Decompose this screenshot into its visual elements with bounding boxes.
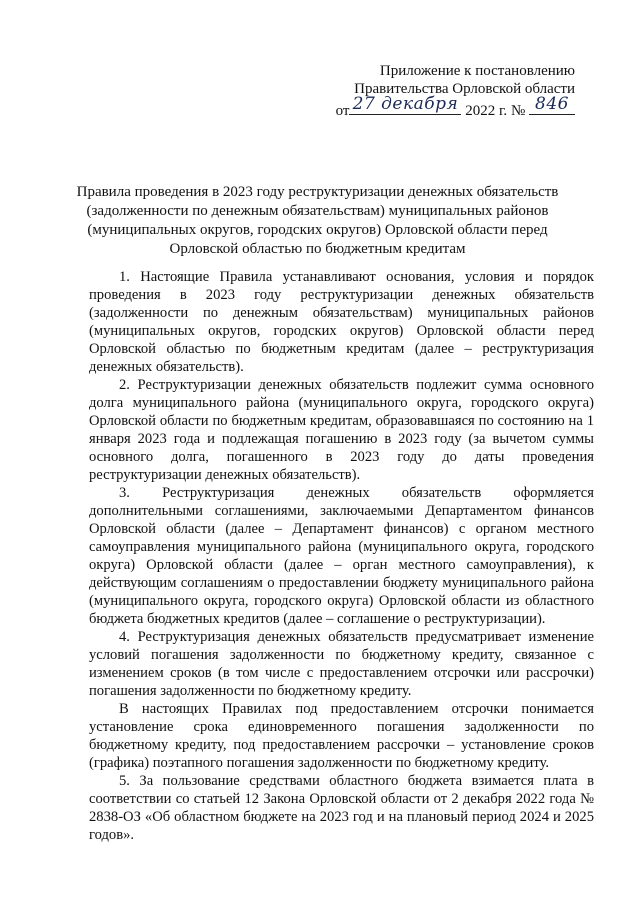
title-line-1: Правила проведения в 2023 году реструктуризации денежных обязательств — [76, 184, 559, 200]
appendix-year: 2022 г. — [465, 103, 508, 119]
title-line-4: Орловской областью по бюджетным кредитам — [169, 241, 466, 257]
paragraph-1: 1. Настоящие Правила устанавливают основания, условия и порядок проведения в 2023 году реструктуризации денежных обязательств (задолженности по денежным обязательствам) муниципальных районов (муниципальных округов, городских округов) Орловской области перед Орловской областью по бюджетным кредитам (далее – реструктуризация денежных обязательств). — [89, 269, 594, 375]
document-title — [60, 183, 575, 259]
paragraph-3: 3. Реструктуризация денежных обязательств оформляется дополнительными соглашениями, заключаемыми Департаментом финансов Орловской области (далее – Департамент финансов) с органом местного самоуправления муниципального района (муниципального округа, городского округа) Орловской области (далее – орган местного самоуправления), к действующим соглашениям о предоставлении бюджету муниципального района (муниципального округа, городского округа) Орловской области из областного бюджета бюджетных кредитов (далее – соглашение о реструктуризации). — [89, 485, 594, 627]
appendix-line-1: Приложение к постановлению — [379, 63, 575, 79]
handwritten-date: 27 декабря — [352, 94, 459, 114]
handwritten-number: 846 — [535, 94, 569, 114]
title-line-2: (задолженности по денежным обязательствам) муниципальных районов — [86, 203, 549, 219]
appendix-line-2: Правительства Орловской области — [354, 81, 575, 97]
paragraph-4: 4. Реструктуризация денежных обязательств предусматривает изменение условий погашения задолженности по бюджетному кредиту, связанное с изменением сроков (в том числе с предоставлением отсрочки или рассрочки) погашения задолженности по бюджетному кредиту. — [89, 629, 594, 699]
document-body — [89, 268, 594, 844]
number-signature-line — [529, 94, 575, 115]
title-line-3: (муниципальных округов, городских округов) Орловской области перед — [87, 222, 548, 238]
paragraph-6: 5. За пользование средствами областного бюджета взимается плата в соответствии со статьей 12 Закона Орловской области от 2 декабря 2022 года № 2838-ОЗ «Об областном бюджете на 2023 год и на плановый период 2024 и 2025 годов». — [89, 773, 594, 843]
date-signature-line — [349, 94, 461, 115]
appendix-header — [325, 62, 575, 120]
appendix-from-label: от — [335, 103, 350, 119]
appendix-number-label: № — [510, 103, 526, 119]
appendix-date-line — [325, 94, 575, 120]
paragraph-2: 2. Реструктуризации денежных обязательств подлежит сумма основного долга муниципального района (муниципального округа, городского округа) Орловской области по бюджетным кредитам, образовавшаяся по состоянию на 1 января 2023 года и подлежащая погашению в 2023 году (за вычетом суммы основного долга, погашенного в 2023 году до даты проведения реструктуризации денежных обязательств). — [89, 377, 594, 483]
paragraph-5: В настоящих Правилах под предоставлением отсрочки понимается установление срока единовременного погашения задолженности по бюджетному кредиту, под предоставлением рассрочки – установление сроков (графика) поэтапного погашения задолженности по бюджетному кредиту. — [89, 701, 594, 771]
